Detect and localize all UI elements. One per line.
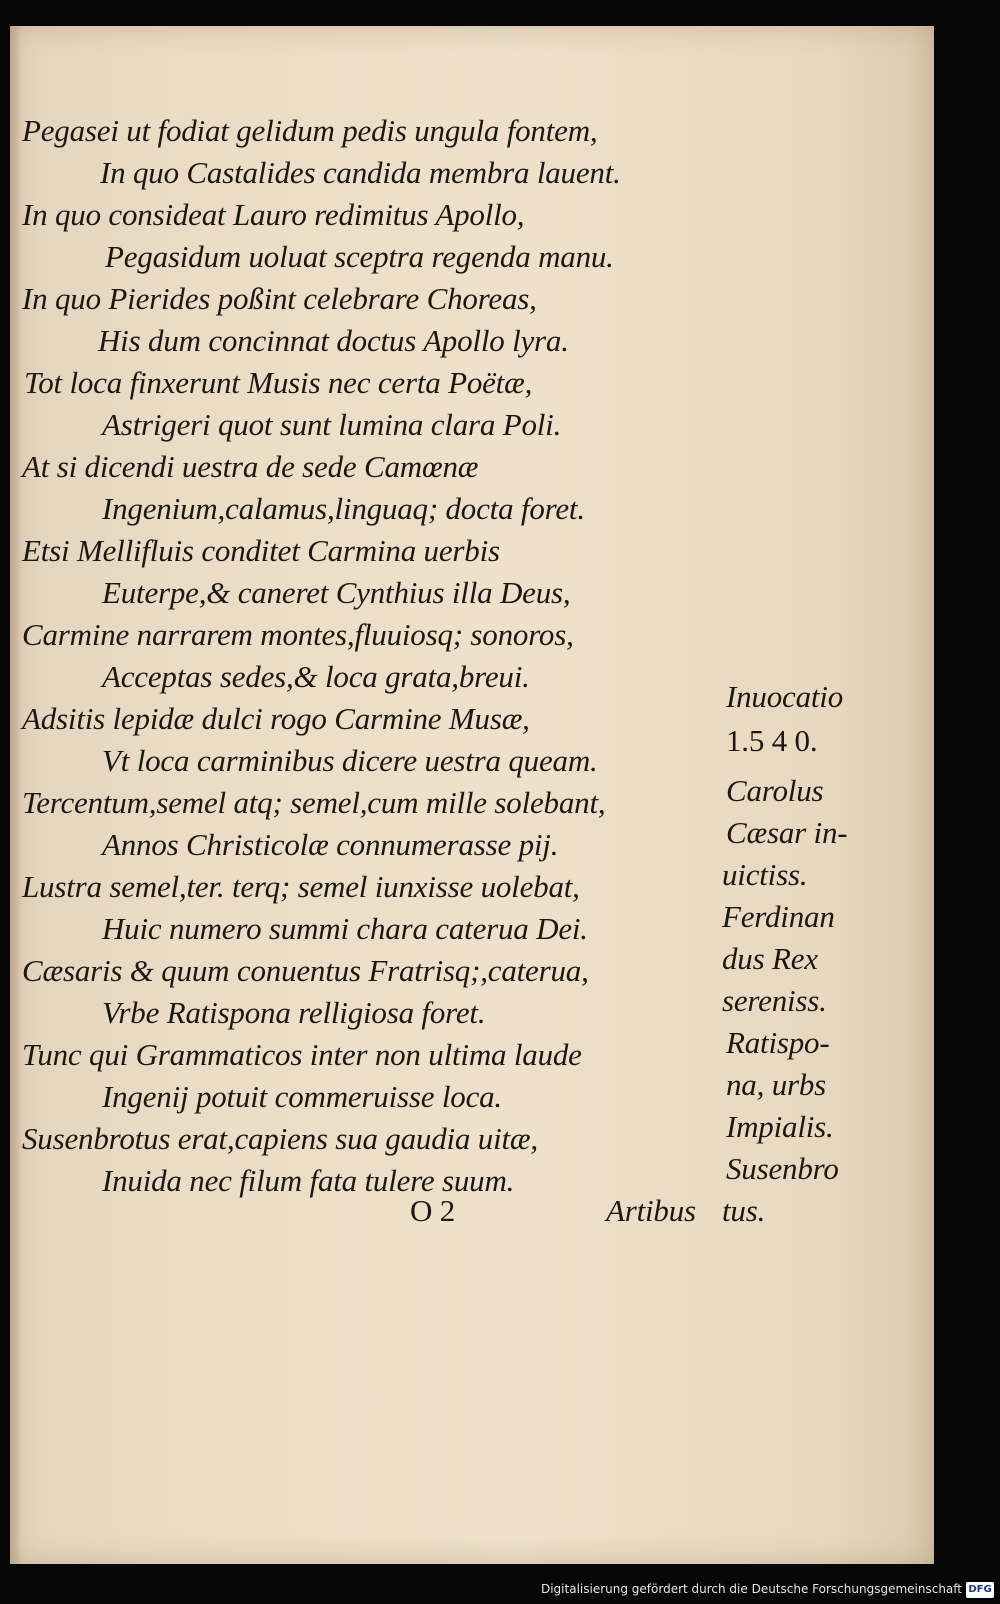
verse-line-21: Cæsaris & quum conuentus Fratrisq;,caterua, [22, 953, 589, 988]
verse-line-13: Carmine narrarem montes,fluuiosq; sonoros, [22, 617, 574, 652]
verse-line-15: Adsitis lepidæ dulci rogo Carmine Musæ, [22, 701, 530, 736]
verse-line-11: Etsi Mellifluis conditet Carmina uerbis [22, 533, 500, 568]
margin-note-10: na, urbs [726, 1067, 827, 1102]
verse-line-9: At si dicendi uestra de sede Camœnæ [22, 449, 479, 484]
verse-line-3: In quo consideat Lauro redimitus Apollo, [22, 197, 525, 232]
verse-line-14: Acceptas sedes,& loca grata,breui. [102, 659, 530, 694]
verse-line-12: Euterpe,& caneret Cynthius illa Deus, [102, 575, 571, 610]
verse-line-1: Pegasei ut fodiat gelidum pedis ungula fontem, [22, 113, 598, 148]
verse-line-8: Astrigeri quot sunt lumina clara Poli. [102, 407, 562, 442]
verse-line-16: Vt loca carminibus dicere uestra queam. [102, 743, 598, 778]
margin-note-7: dus Rex [722, 941, 818, 976]
verse-line-2: In quo Castalides candida membra lauent. [100, 155, 621, 190]
verse-line-24: Ingenij potuit commeruisse loca. [102, 1079, 502, 1114]
margin-note-11: Impialis. [726, 1109, 834, 1144]
verse-line-5: In quo Pierides poßint celebrare Choreas, [22, 281, 537, 316]
signature-mark: O 2 [410, 1193, 456, 1228]
funding-credit: Digitalisierung gefördert durch die Deutsche Forschungsgemeinschaft [540, 1582, 962, 1596]
verse-line-6: His dum concinnat doctus Apollo lyra. [98, 323, 569, 358]
page-gutter-shadow [10, 26, 22, 1564]
margin-note-3: Carolus [726, 773, 824, 808]
verse-line-18: Annos Christicolæ connumerasse pij. [102, 827, 559, 862]
margin-note-12: Susenbro [726, 1151, 839, 1186]
verse-line-19: Lustra semel,ter. terq; semel iunxisse uolebat, [22, 869, 580, 904]
verse-line-23: Tunc qui Grammaticos inter non ultima laude [22, 1037, 582, 1072]
margin-note-1: Inuocatio [726, 679, 844, 714]
verse-line-10: Ingenium,calamus,linguaq; docta foret. [102, 491, 585, 526]
catchword: Artibus [606, 1193, 696, 1228]
margin-note-13: tus. [722, 1193, 766, 1228]
verse-line-26: Inuida nec filum fata tulere suum. [102, 1163, 515, 1198]
verse-line-22: Vrbe Ratispona relligiosa foret. [102, 995, 486, 1030]
margin-note-5: uictiss. [722, 857, 808, 892]
verse-line-7: Tot loca finxerunt Musis nec certa Poëtæ, [24, 365, 533, 400]
verse-line-17: Tercentum,semel atq; semel,cum mille solebant, [22, 785, 606, 820]
margin-note-4: Cæsar in- [726, 815, 848, 850]
dfg-logo: DFG [966, 1582, 994, 1598]
margin-note-8: sereniss. [722, 983, 827, 1018]
digitization-footer [0, 1568, 1000, 1604]
verse-line-20: Huic numero summi chara caterua Dei. [102, 911, 588, 946]
margin-note-9: Ratispo- [726, 1025, 830, 1060]
margin-note-6: Ferdinan [722, 899, 835, 934]
book-page [10, 26, 934, 1564]
verse-line-4: Pegasidum uoluat sceptra regenda manu. [105, 239, 614, 274]
margin-note-2: 1.5 4 0. [726, 723, 818, 758]
verse-line-25: Susenbrotus erat,capiens sua gaudia uitæ, [22, 1121, 538, 1156]
